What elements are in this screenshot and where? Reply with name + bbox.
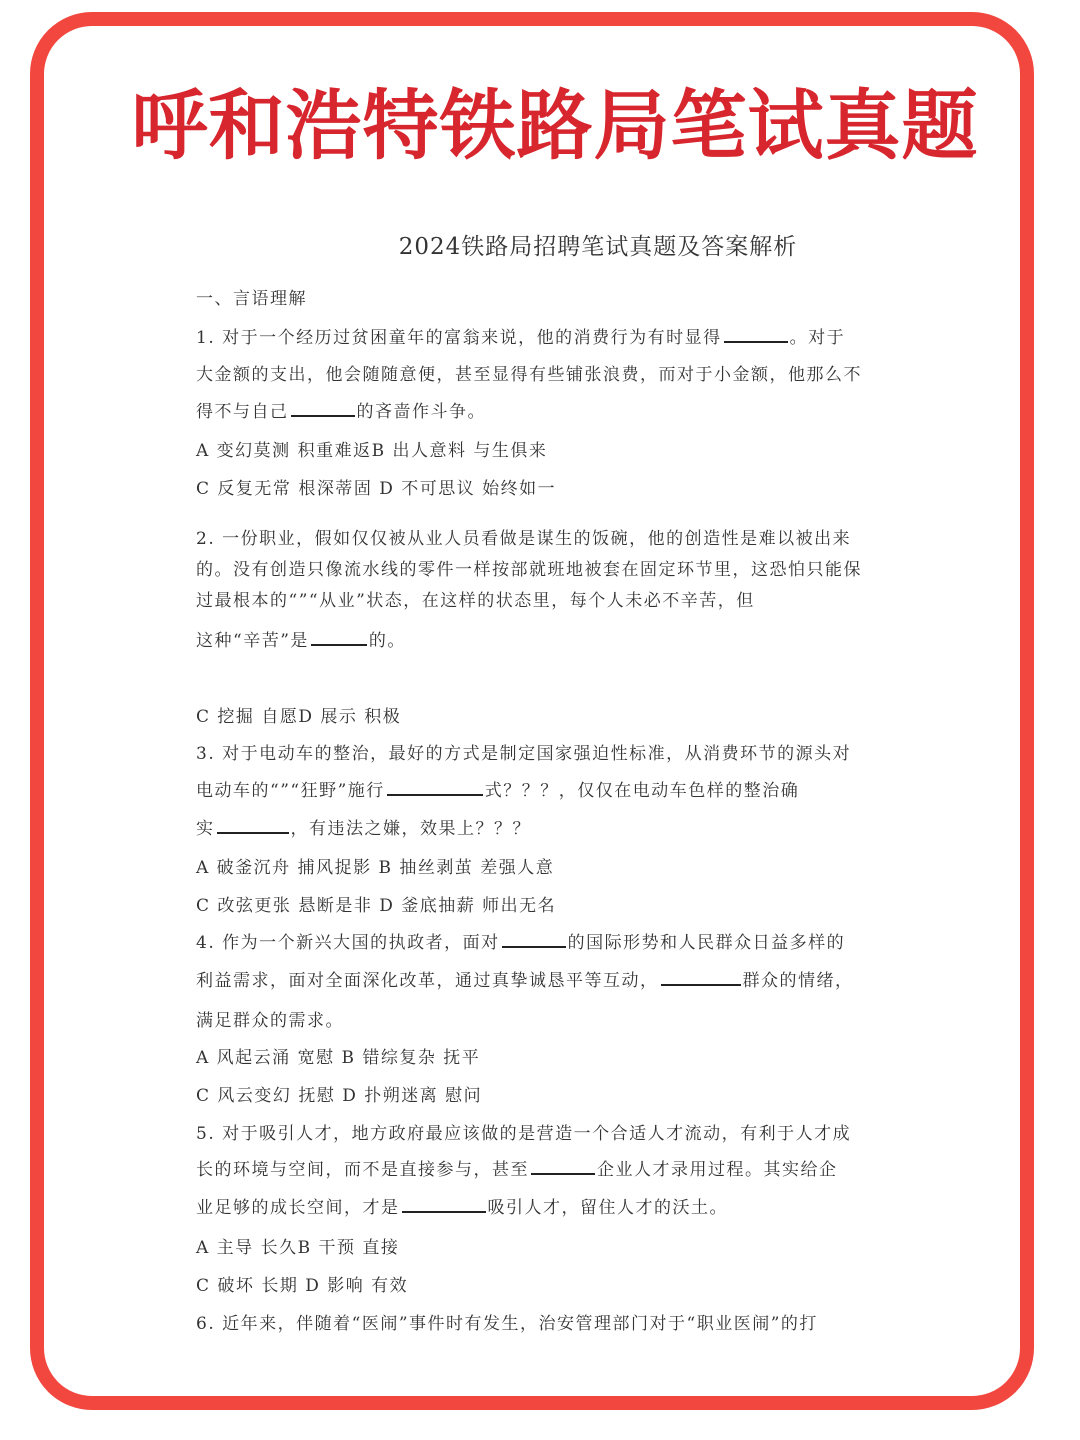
q5-option-c: C 破坏 长期 D 影响 有效 bbox=[196, 1276, 409, 1296]
q2-line-2: 的。没有创造只像流水线的零件一样按部就班地被套在固定环节里，这恐怕只能保 bbox=[196, 560, 862, 580]
q4-line-2 bbox=[196, 968, 854, 994]
q3-line-1: 3. 对于电动车的整治，最好的方式是制定国家强迫性标准，从消费环节的源头对 bbox=[196, 744, 852, 764]
q1-text: 的吝啬作斗争。 bbox=[356, 402, 486, 422]
q5-text: 企业人才录用过程。其实给企 bbox=[597, 1160, 838, 1180]
q2-text: 的。 bbox=[368, 631, 406, 651]
q1-line-3 bbox=[196, 399, 486, 425]
answer-blank bbox=[311, 628, 367, 646]
q2-line-3: 过最根本的“”“从业”状态，在这样的状态里，每个人未必不辛苦，但 bbox=[196, 591, 755, 611]
q6-line-1: 6. 近年来，伴随着“医闹”事件时有发生，治安管理部门对于“职业医闹”的打 bbox=[196, 1314, 818, 1334]
q4-text: 群众的情绪， bbox=[742, 971, 854, 991]
q1-text: 。对于 bbox=[789, 328, 846, 348]
q2-option-c: C 挖掘 自愿D 展示 积极 bbox=[196, 707, 402, 727]
headline: 呼和浩特铁路局笔试真题 bbox=[131, 81, 979, 170]
answer-blank bbox=[217, 816, 289, 834]
q5-text: 长的环境与空间，而不是直接参与，甚至 bbox=[196, 1160, 529, 1180]
q2-text: 这种“辛苦”是 bbox=[196, 631, 309, 651]
q2-line-4 bbox=[196, 628, 406, 654]
q3-text: 式？？？，仅仅在电动车色样的整治确 bbox=[484, 781, 800, 801]
q3-text: ，有违法之嫌，效果上？？？ bbox=[290, 819, 531, 839]
q1-option-a: A 变幻莫测 积重难返B 出人意料 与生俱来 bbox=[196, 441, 548, 461]
answer-blank bbox=[387, 778, 483, 796]
q1-line-1 bbox=[196, 325, 845, 351]
q5-line-1: 5. 对于吸引人才，地方政府最应该做的是营造一个合适人才流动，有利于人才成 bbox=[196, 1124, 852, 1144]
answer-blank bbox=[724, 325, 788, 343]
answer-blank bbox=[661, 968, 741, 986]
q4-line-3: 满足群众的需求。 bbox=[196, 1011, 344, 1031]
q5-line-3 bbox=[196, 1195, 728, 1221]
answer-blank bbox=[531, 1157, 595, 1175]
q3-line-3 bbox=[196, 816, 531, 842]
q4-text: 4. 作为一个新兴大国的执政者，面对 bbox=[196, 933, 500, 953]
q4-text: 利益需求，面对全面深化改革，通过真挚诚恳平等互动， bbox=[196, 971, 659, 991]
q1-text: 得不与自己 bbox=[196, 402, 289, 422]
q3-text: 电动车的“”“狂野”施行 bbox=[196, 781, 385, 801]
q4-option-c: C 风云变幻 抚慰 D 扑朔迷离 慰问 bbox=[196, 1086, 483, 1106]
answer-blank bbox=[291, 399, 355, 417]
q1-option-c: C 反复无常 根深蒂固 D 不可思议 始终如一 bbox=[196, 479, 557, 499]
q1-text: 1. 对于一个经历过贫困童年的富翁来说，他的消费行为有时显得 bbox=[196, 328, 722, 348]
answer-blank bbox=[402, 1195, 486, 1213]
q3-text: 实 bbox=[196, 819, 215, 839]
q3-option-c: C 改弦更张 悬断是非 D 釜底抽薪 师出无名 bbox=[196, 896, 557, 916]
q4-text: 的国际形势和人民群众日益多样的 bbox=[567, 933, 846, 953]
q5-text: 吸引人才，留住人才的沃土。 bbox=[487, 1198, 728, 1218]
q5-line-2 bbox=[196, 1157, 838, 1183]
q5-option-a: A 主导 长久B 干预 直接 bbox=[196, 1238, 400, 1258]
document-title: 2024铁路局招聘笔试真题及答案解析 bbox=[398, 234, 798, 260]
q1-line-2: 大金额的支出，他会随随意便，甚至显得有些铺张浪费，而对于小金额，他那么不 bbox=[196, 365, 862, 385]
section-heading: 一、言语理解 bbox=[196, 289, 307, 309]
q5-text: 业足够的成长空间，才是 bbox=[196, 1198, 400, 1218]
q4-option-a: A 风起云涌 宽慰 B 错综复杂 抚平 bbox=[196, 1048, 481, 1068]
q3-line-2 bbox=[196, 778, 799, 804]
answer-blank bbox=[502, 930, 566, 948]
q2-line-1: 2. 一份职业，假如仅仅被从业人员看做是谋生的饭碗，他的创造性是难以被出来 bbox=[196, 529, 852, 549]
q3-option-a: A 破釜沉舟 捕风捉影 B 抽丝剥茧 差强人意 bbox=[196, 858, 555, 878]
q4-line-1 bbox=[196, 930, 845, 956]
